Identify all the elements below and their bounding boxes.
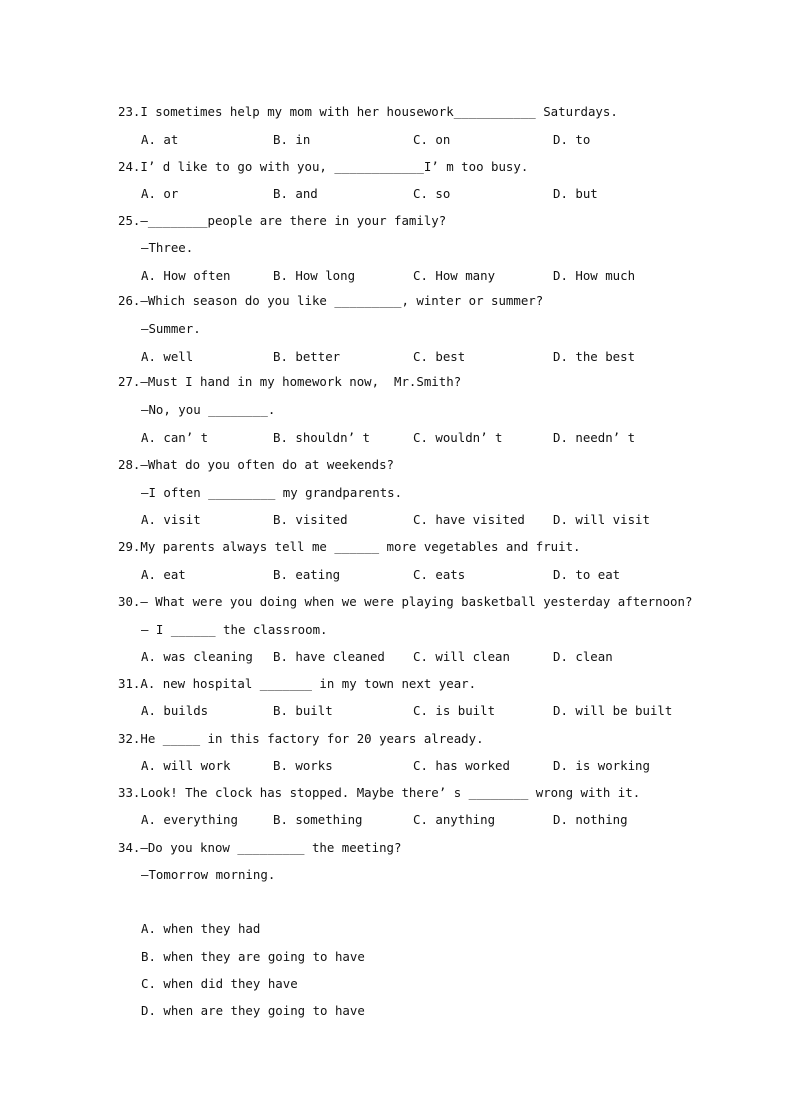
- question-23-option-d: D. to: [553, 132, 591, 147]
- question-24-stem: 24.I’ d like to go with you, ____________I’ m too busy.: [118, 159, 529, 174]
- question-32-option-d: D. is working: [553, 758, 650, 773]
- question-28-option-d: D. will visit: [553, 512, 650, 527]
- question-28-option-b: B. visited: [273, 512, 348, 527]
- question-28-stem: 28.—What do you often do at weekends?: [118, 457, 395, 472]
- question-25-option-b: B. How long: [273, 268, 356, 283]
- question-32-stem: 32.He _____ in this factory for 20 years already.: [118, 731, 484, 746]
- question-28-answer: —I often _________ my grandparents.: [141, 485, 403, 500]
- question-30-option-c: C. will clean: [413, 649, 510, 664]
- question-25-option-d: D. How much: [553, 268, 636, 283]
- question-23-option-c: C. on: [413, 132, 451, 147]
- question-33-option-d: D. nothing: [553, 812, 628, 827]
- question-23-option-b: B. in: [273, 132, 311, 147]
- question-23-stem: 23.I sometimes help my mom with her housework___________ Saturdays.: [118, 104, 618, 119]
- question-31-stem: 31.A. new hospital _______ in my town next year.: [118, 676, 477, 691]
- question-29-option-d: D. to eat: [553, 567, 621, 582]
- question-29-option-a: A. eat: [141, 567, 186, 582]
- question-33-option-a: A. everything: [141, 812, 238, 827]
- question-27-stem: 27.—Must I hand in my homework now, Mr.Smith?: [118, 374, 462, 389]
- question-26-option-d: D. the best: [553, 349, 636, 364]
- question-24-option-a: A. or: [141, 186, 179, 201]
- question-31-option-c: C. is built: [413, 703, 496, 718]
- question-30-option-d: D. clean: [553, 649, 613, 664]
- question-34-option-a: A. when they had: [141, 921, 261, 936]
- question-31-option-b: B. built: [273, 703, 333, 718]
- question-31-option-d: D. will be built: [553, 703, 673, 718]
- question-27-answer: —No, you ________.: [141, 402, 276, 417]
- question-34-stem: 34.—Do you know _________ the meeting?: [118, 840, 402, 855]
- question-32-option-b: B. works: [273, 758, 333, 773]
- question-34-option-c: C. when did they have: [141, 976, 298, 991]
- question-30-answer: — I ______ the classroom.: [141, 622, 328, 637]
- question-30-option-b: B. have cleaned: [273, 649, 385, 664]
- question-29-stem: 29.My parents always tell me ______ more vegetables and fruit.: [118, 539, 581, 554]
- question-26-option-a: A. well: [141, 349, 194, 364]
- question-33-stem: 33.Look! The clock has stopped. Maybe there’ s ________ wrong with it.: [118, 785, 641, 800]
- question-25-option-c: C. How many: [413, 268, 496, 283]
- question-32-option-a: A. will work: [141, 758, 231, 773]
- question-24-option-b: B. and: [273, 186, 318, 201]
- question-25-answer: —Three.: [141, 240, 194, 255]
- question-28-option-c: C. have visited: [413, 512, 525, 527]
- question-32-option-c: C. has worked: [413, 758, 510, 773]
- question-26-stem: 26.—Which season do you like _________, winter or summer?: [118, 293, 544, 308]
- question-25-option-a: A. How often: [141, 268, 231, 283]
- question-23-option-a: A. at: [141, 132, 179, 147]
- question-33-option-c: C. anything: [413, 812, 496, 827]
- question-26-option-b: B. better: [273, 349, 341, 364]
- question-33-option-b: B. something: [273, 812, 363, 827]
- question-31-option-a: A. builds: [141, 703, 209, 718]
- question-34-option-b: B. when they are going to have: [141, 949, 365, 964]
- question-29-option-b: B. eating: [273, 567, 341, 582]
- question-25-stem: 25.—________people are there in your family?: [118, 213, 447, 228]
- question-34-answer: —Tomorrow morning.: [141, 867, 276, 882]
- question-27-option-b: B. shouldn’ t: [273, 430, 370, 445]
- question-34-option-d: D. when are they going to have: [141, 1003, 365, 1018]
- question-30-option-a: A. was cleaning: [141, 649, 253, 664]
- question-27-option-a: A. can’ t: [141, 430, 209, 445]
- question-26-answer: —Summer.: [141, 321, 201, 336]
- question-26-option-c: C. best: [413, 349, 466, 364]
- question-30-stem: 30.— What were you doing when we were playing basketball yesterday afternoon?: [118, 594, 693, 609]
- question-27-option-c: C. wouldn’ t: [413, 430, 503, 445]
- question-24-option-d: D. but: [553, 186, 598, 201]
- question-28-option-a: A. visit: [141, 512, 201, 527]
- question-29-option-c: C. eats: [413, 567, 466, 582]
- question-27-option-d: D. needn’ t: [553, 430, 636, 445]
- question-24-option-c: C. so: [413, 186, 451, 201]
